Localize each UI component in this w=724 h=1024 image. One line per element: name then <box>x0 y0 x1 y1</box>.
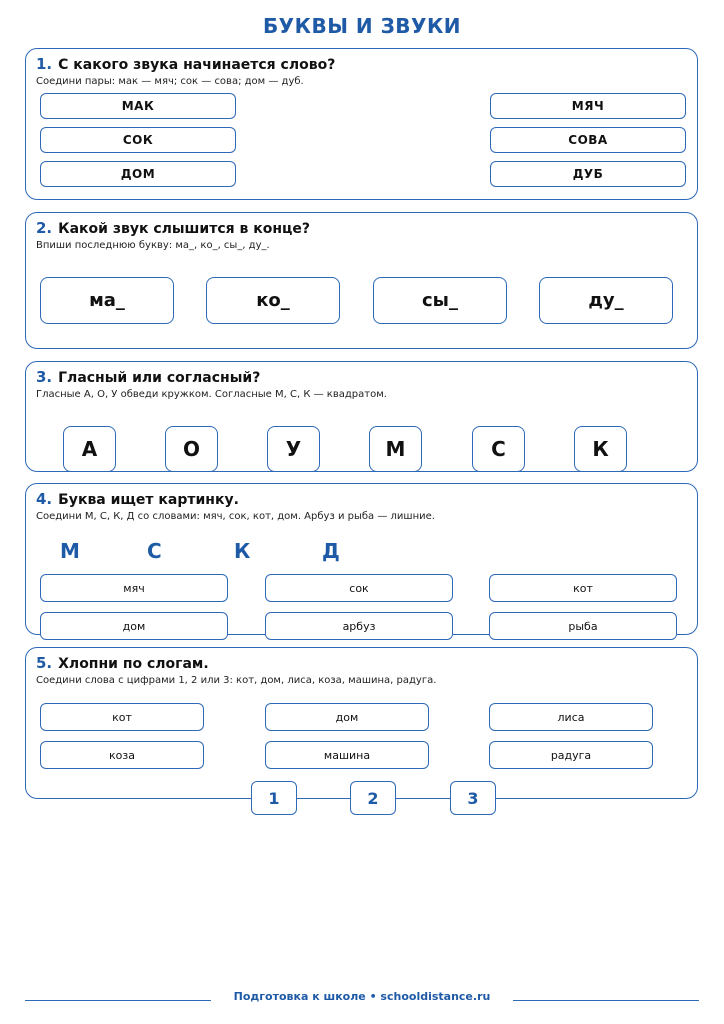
task-1-instruction: Соедини пары: мак — мяч; сок — сова; дом — дуб. <box>36 76 304 87</box>
task-2-number: 2. <box>36 219 53 237</box>
match-letter: К <box>234 539 251 563</box>
task-5-section <box>25 647 698 799</box>
word-card-left[interactable]: СОК <box>40 127 236 153</box>
task-3-section <box>25 361 698 472</box>
match-letter: Д <box>322 539 340 563</box>
word-card[interactable]: кот <box>489 574 677 602</box>
word-card-left[interactable]: ДОМ <box>40 161 236 187</box>
task-5-heading-text: Хлопни по слогам. <box>58 656 209 672</box>
word-card[interactable]: мяч <box>40 574 228 602</box>
task-5-heading <box>36 654 209 672</box>
word-card[interactable]: рыба <box>489 612 677 640</box>
letter-tile[interactable]: У <box>267 426 320 472</box>
task-4-instruction: Соедини М, С, К, Д со словами: мяч, сок, кот, дом. Арбуз и рыба — лишние. <box>36 511 435 522</box>
task-2-instruction: Впиши последнюю букву: ма_, ко_, сы_, ду_. <box>36 240 270 251</box>
word-card-right[interactable]: МЯЧ <box>490 93 686 119</box>
task-2-heading <box>36 219 310 237</box>
task-3-heading-text: Гласный или согласный? <box>58 370 261 386</box>
footer-text: Подготовка к школе • schooldistance.ru <box>233 990 491 1003</box>
task-4-heading <box>36 490 239 508</box>
page-title: БУКВЫ И ЗВУКИ <box>262 14 462 38</box>
syllable-number-box[interactable]: 1 <box>251 781 297 815</box>
task-1-section <box>25 48 698 200</box>
fill-word-card[interactable]: ду_ <box>539 277 673 324</box>
word-card-right[interactable]: ДУБ <box>490 161 686 187</box>
task-5-instruction: Соедини слова с цифрами 1, 2 или 3: кот, дом, лиса, коза, машина, радуга. <box>36 675 437 686</box>
task-3-instruction: Гласные А, О, У обведи кружком. Согласные М, С, К — квадратом. <box>36 389 387 400</box>
syllable-number-box[interactable]: 2 <box>350 781 396 815</box>
task-1-heading <box>36 55 335 73</box>
letter-tile[interactable]: А <box>63 426 116 472</box>
task-1-number: 1. <box>36 55 53 73</box>
word-card[interactable]: сок <box>265 574 453 602</box>
match-letter: М <box>60 539 80 563</box>
fill-word-card[interactable]: ма_ <box>40 277 174 324</box>
word-card-right[interactable]: СОВА <box>490 127 686 153</box>
task-4-section <box>25 483 698 635</box>
word-card[interactable]: кот <box>40 703 204 731</box>
task-2-heading-text: Какой звук слышится в конце? <box>58 221 311 237</box>
word-card[interactable]: коза <box>40 741 204 769</box>
task-4-number: 4. <box>36 490 53 508</box>
letter-tile[interactable]: О <box>165 426 218 472</box>
fill-word-card[interactable]: ко_ <box>206 277 340 324</box>
match-letter: С <box>147 539 162 563</box>
word-card[interactable]: радуга <box>489 741 653 769</box>
letter-tile[interactable]: С <box>472 426 525 472</box>
word-card[interactable]: машина <box>265 741 429 769</box>
task-4-heading-text: Буква ищет картинку. <box>58 492 239 508</box>
task-3-number: 3. <box>36 368 53 386</box>
word-card[interactable]: арбуз <box>265 612 453 640</box>
word-card-left[interactable]: МАК <box>40 93 236 119</box>
word-card[interactable]: дом <box>265 703 429 731</box>
task-1-heading-text: С какого звука начинается слово? <box>58 57 336 73</box>
task-3-heading <box>36 368 260 386</box>
task-5-number: 5. <box>36 654 53 672</box>
word-card[interactable]: лиса <box>489 703 653 731</box>
word-card[interactable]: дом <box>40 612 228 640</box>
task-2-section <box>25 212 698 349</box>
letter-tile[interactable]: М <box>369 426 422 472</box>
fill-word-card[interactable]: сы_ <box>373 277 507 324</box>
letter-tile[interactable]: К <box>574 426 627 472</box>
syllable-number-box[interactable]: 3 <box>450 781 496 815</box>
